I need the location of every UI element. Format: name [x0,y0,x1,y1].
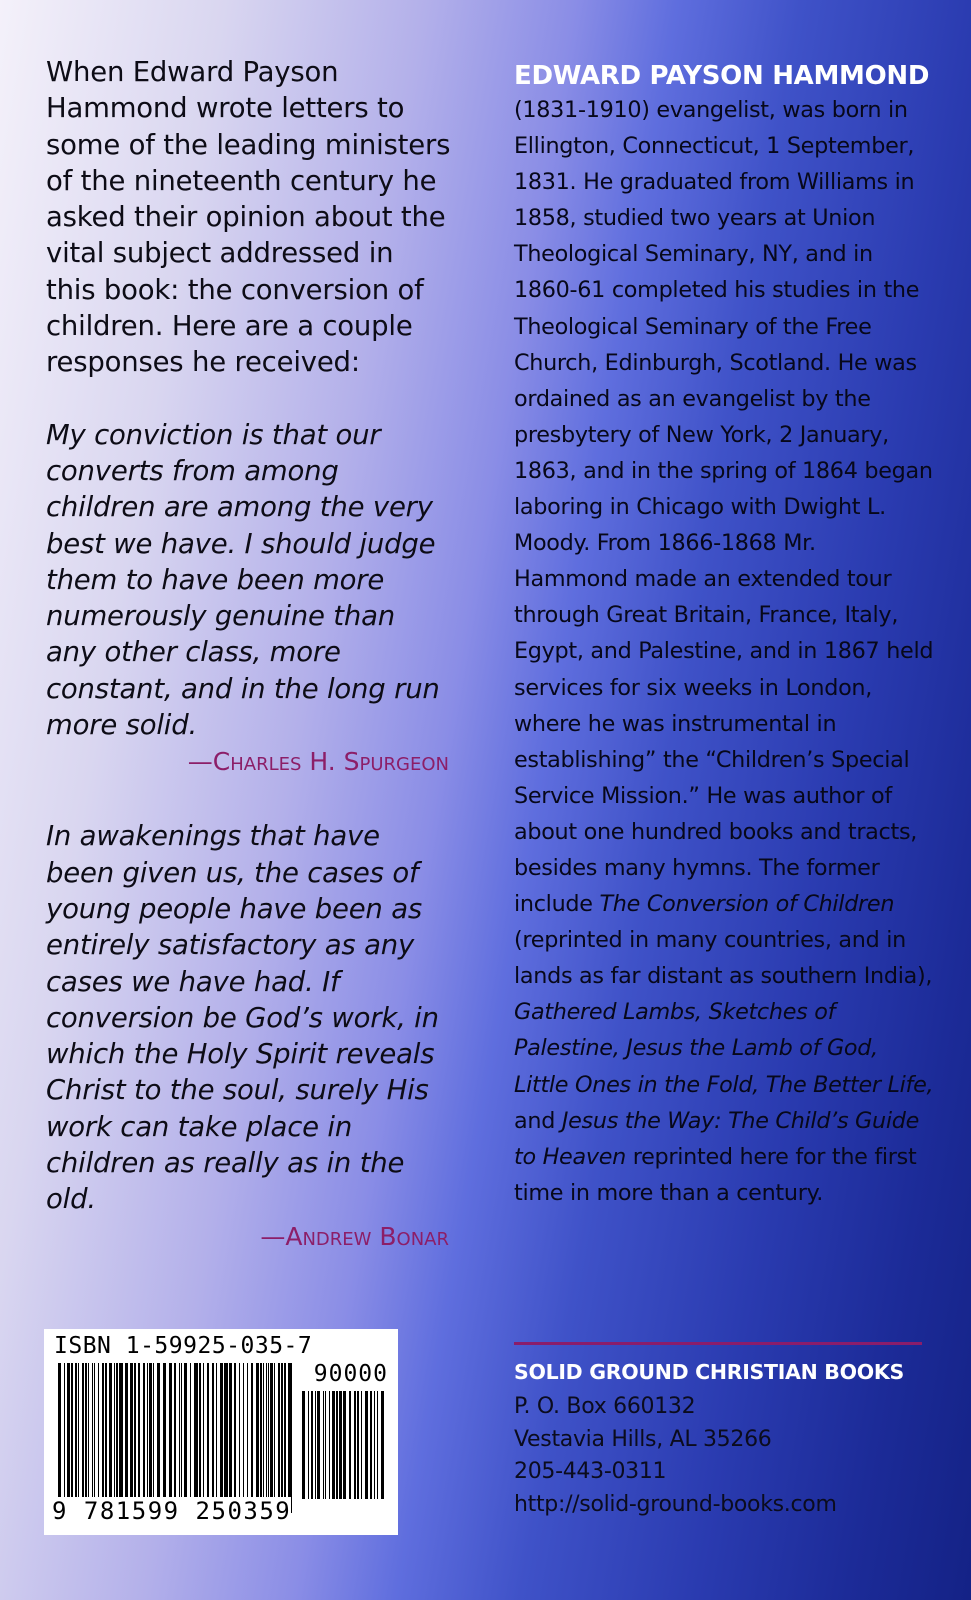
barcode-bar [281,1363,283,1499]
barcode-bar [114,1363,115,1499]
barcode-bar [224,1363,228,1499]
barcode-bar [184,1363,187,1499]
bio-part: (1831-1910) evangelist, was born in Ellington, Connecticut, 1 September, 1831. He graduated from Williams in 1858, studied two years at Union Theological Seminary, NY, and in 1860-61 completed his studies in the Theological Seminary of the Free Church, Edinburgh, Scotland. He was ordained as an evangelist by the presbytery of New York, 2 January, 1863, and in the spring of 1864 began laboring in Chicago with Dwight L. Moody. From 1866-1868 Mr. Hammond made an extended tour through Great Britain, France, Italy, Egypt, and Palestine, and in 1867 held services for six weeks in London, where he was instrumental in establishing” the “Children’s Special Service Mission.” He was author of about one hundred books and tracts, besides many hymns. The former include [514,97,934,918]
barcode-bar [343,1391,346,1499]
bio-heading: EDWARD PAYSON HAMMOND [514,61,930,91]
barcode-bar [284,1363,286,1499]
intro-text: When Edward Payson Hammond wrote letters to some of the leading ministers of the nineteenth century he asked their opinion about the vital subject addressed in this book: the conversion of children. Here are a couple responses he received: [46,56,451,379]
barcode-bar [268,1363,269,1499]
barcode-bar [134,1363,136,1499]
barcode-bar [94,1363,95,1499]
attribution-spurgeon [46,747,451,776]
barcode-bar [58,1363,61,1513]
barcode-bar [149,1363,152,1499]
barcode-bar [308,1391,309,1499]
barcode-bar [274,1363,275,1499]
barcode-bar [263,1363,264,1499]
barcode-bar [288,1363,292,1513]
barcode-bar [278,1363,280,1499]
barcode-bar [105,1363,107,1499]
barcode-bar [302,1391,305,1499]
barcode-bar [354,1391,356,1499]
barcode-bar [169,1363,172,1513]
bio-part: and [514,1107,556,1134]
barcode-bar [179,1363,180,1499]
barcode-bar [190,1363,191,1499]
attribution-name: Andrew Bonar [285,1221,449,1251]
barcode-bar [174,1363,176,1513]
barcode-bar [256,1363,259,1499]
barcode-bar [212,1363,214,1499]
barcode-bar [153,1363,154,1499]
quote-bonar: In awakenings that have been given us, the cases of young people have been as entirely satisfactory as any cases we have had. If conversion be God’s work, in which the Holy Spirit reveals Christ to the soul, surely His work can take place in children as really as in the old. [46,820,439,1216]
barcode-bar [199,1363,201,1499]
barcode-bar [82,1363,84,1499]
barcode-bars-icon [58,1363,296,1513]
barcode-bar [88,1363,89,1499]
barcode-bar [266,1363,267,1499]
attribution-dash: — [260,1221,286,1251]
barcode-bar [315,1391,316,1499]
publisher-address-line1: P. O. Box 660132 [514,1394,696,1419]
addon-barcode-bars-icon [302,1391,386,1513]
barcode-bar [329,1391,330,1499]
barcode-bar [374,1391,375,1499]
barcode-bar [75,1363,77,1499]
barcode-bar [243,1363,244,1499]
barcode-bar [67,1363,70,1499]
barcode-bar [207,1363,209,1499]
barcode-bar [216,1363,217,1499]
book-title: Gathered Lambs, Sketches of Palestine, Jesus the Lamb of God, Little Ones in the Fold, The Better Life, [514,999,934,1098]
barcode-bar [370,1391,372,1499]
barcode-bar [147,1363,148,1499]
barcode-bar [349,1391,351,1499]
barcode-bar [325,1391,326,1499]
attribution-name: Charles H. Spurgeon [212,747,449,777]
barcode-bar [125,1363,128,1499]
barcode-bar [365,1391,368,1499]
barcode-bar [119,1363,123,1499]
barcode-bar [229,1363,232,1499]
barcode-bar [317,1391,320,1499]
quotes-column [46,54,451,1251]
barcode-bar [336,1391,338,1499]
ean-number: 9 781599 250359 [52,1497,292,1525]
barcode-bar [163,1363,166,1499]
publisher-url: http://solid-ground-books.com [514,1491,837,1517]
isbn-number: ISBN 1-59925-035-7 [54,1333,313,1359]
barcode-bar [116,1363,118,1499]
bio-text [514,92,934,1211]
isbn-barcode [44,1329,398,1535]
barcode-bar [357,1391,359,1499]
bio-part: (reprinted in many countries, and in lands as far distant as southern India), [514,927,933,990]
publisher-phone: 205-443-0311 [514,1459,667,1484]
attribution-bonar [46,1222,451,1251]
barcode-bar [381,1391,384,1499]
barcode-bar [234,1363,236,1499]
biography-column [514,60,934,1211]
bio-part: reprinted here for the first time in more than a century. [514,1143,917,1206]
book-title: Jesus the Way: The Child’s Guide to Heaven [514,1107,920,1170]
barcode-bar [64,1363,65,1513]
barcode-bar [361,1391,362,1499]
barcode-bar [332,1391,335,1499]
barcode-bar [85,1363,87,1499]
book-title: The Conversion of Children [599,891,895,918]
barcode-bar [92,1363,93,1499]
barcode-bar [130,1363,133,1499]
publisher-block [514,1357,904,1521]
barcode-bar [239,1363,240,1499]
attribution-dash: — [187,747,213,777]
barcode-bar [260,1363,262,1499]
publisher-divider [514,1342,922,1345]
price-code: 90000 [313,1361,388,1387]
barcode-bar [203,1363,204,1499]
publisher-name: SOLID GROUND CHRISTIAN BOOKS [514,1360,904,1384]
barcode-bar [377,1391,378,1499]
barcode-bar [247,1363,248,1499]
barcode-bar [138,1363,140,1499]
barcode-bar [71,1363,73,1499]
quote-spurgeon: My conviction is that our converts from among children are among the very best we have. I should judge them to have been more numerously genuine than any other class, more constant, and in the long run more solid. [46,418,440,742]
barcode-bar [102,1363,104,1499]
barcode-bar [109,1363,112,1499]
barcode-bar [251,1363,253,1499]
barcode-bar [181,1363,182,1499]
publisher-address-line2: Vestavia Hills, AL 35266 [514,1426,772,1452]
barcode-bar [157,1363,160,1499]
barcode-bar [143,1363,145,1499]
barcode-bar [323,1391,324,1499]
barcode-bar [270,1363,273,1499]
barcode-bar [98,1363,99,1499]
barcode-bar [311,1391,313,1499]
barcode-bar [220,1363,223,1499]
barcode-bar [194,1363,198,1499]
barcode-bar [78,1363,79,1499]
barcode-bar [339,1391,342,1499]
